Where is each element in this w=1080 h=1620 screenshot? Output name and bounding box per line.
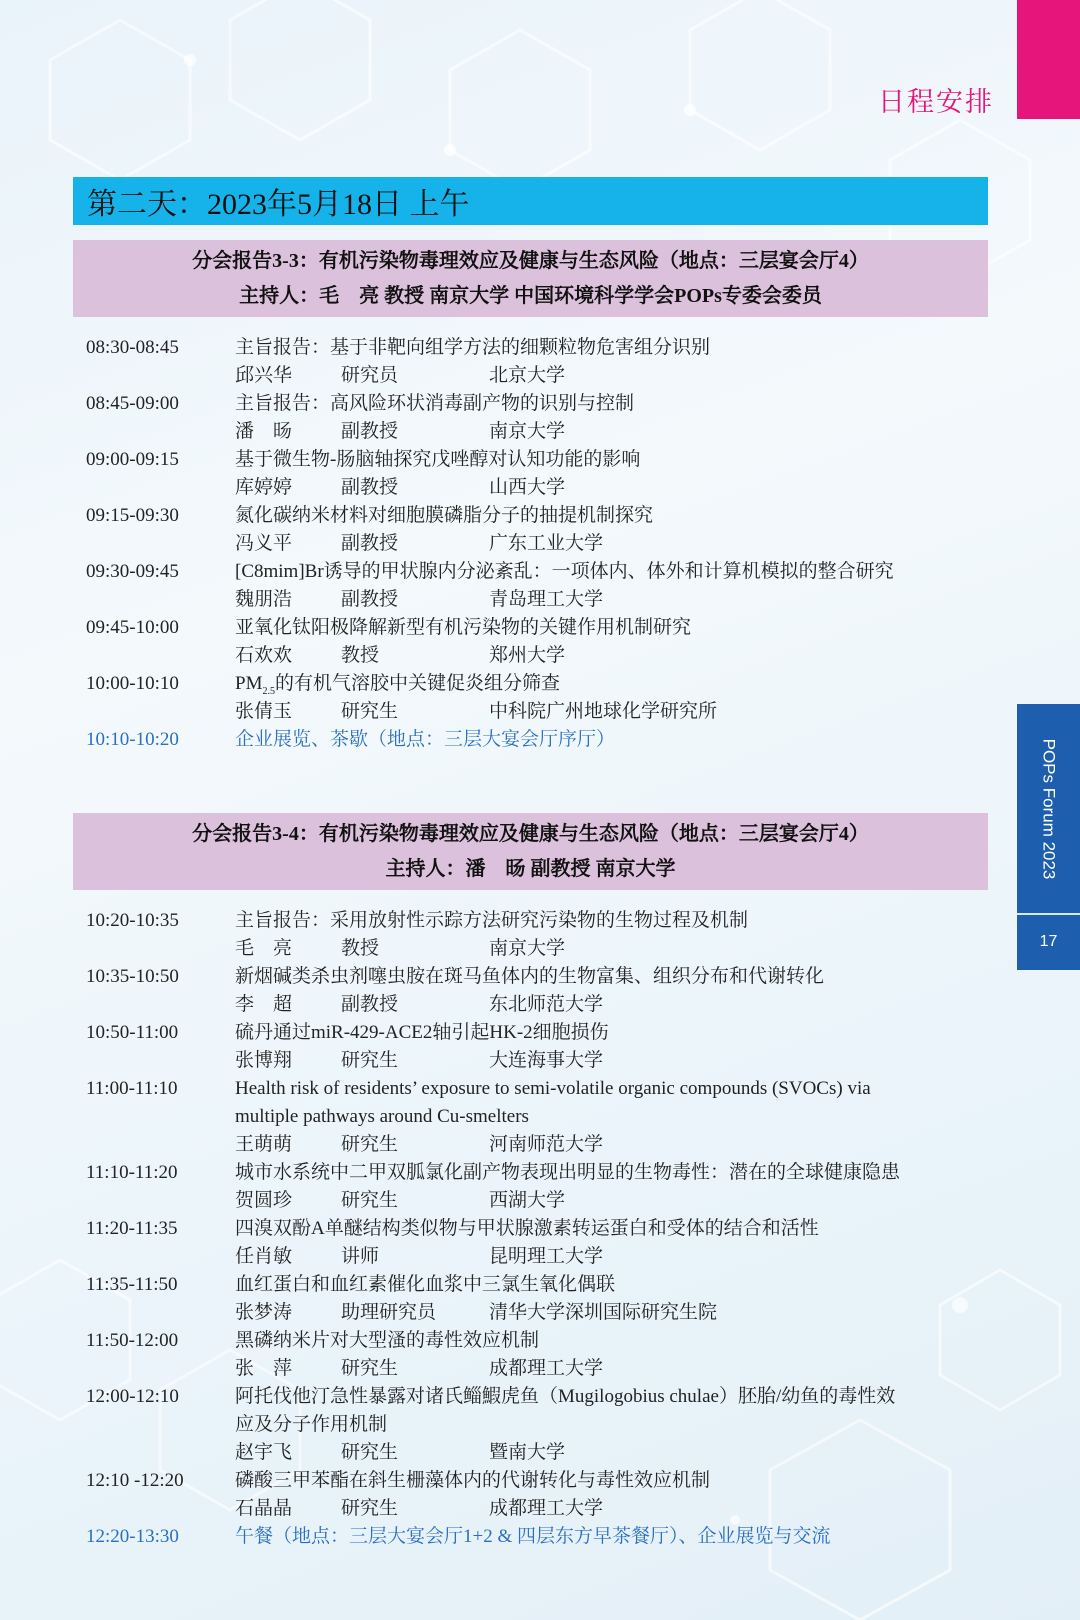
speaker-org: 南京大学 [489, 938, 566, 959]
talk-title: 主旨报告：高风险环状消毒副产物的识别与控制 [235, 393, 635, 414]
talk-row [86, 1215, 986, 1271]
speaker-org: 大连海事大学 [489, 1050, 604, 1071]
speaker-org: 清华大学深圳国际研究生院 [489, 1302, 718, 1323]
talk-title-continued: multiple pathways around Cu-smelters [235, 1106, 529, 1127]
speaker-name: 石晶晶 [235, 1498, 293, 1519]
talk-row [86, 1159, 986, 1215]
speaker-org: 昆明理工大学 [489, 1246, 604, 1267]
speaker-name: 石欢欢 [235, 645, 293, 666]
speaker-role: 研究生 [341, 1498, 399, 1519]
talk-time: 11:50-12:00 [86, 1330, 179, 1351]
talk-title: 硫丹通过miR-429-ACE2轴引起HK-2细胞损伤 [235, 1022, 609, 1043]
speaker-name: 张 萍 [235, 1358, 293, 1379]
day-title: 第二天：2023年5月18日 上午 [87, 188, 470, 221]
speaker-role: 讲师 [341, 1246, 380, 1267]
speaker-org: 成都理工大学 [489, 1498, 604, 1519]
speaker-name: 贺圆珍 [235, 1190, 293, 1211]
talk-title: 磷酸三甲苯酯在斜生栅藻体内的代谢转化与毒性效应机制 [235, 1470, 711, 1491]
session-host: 主持人：毛 亮 教授 南京大学 中国环境科学学会POPs专委会委员 [239, 284, 822, 307]
corner-accent-tab [1017, 0, 1080, 119]
speaker-name: 王萌萌 [235, 1134, 293, 1155]
talk-title: 氮化碳纳米材料对细胞膜磷脂分子的抽提机制探究 [235, 505, 654, 526]
break-time: 10:10-10:20 [86, 729, 179, 750]
speaker-role: 研究生 [341, 1358, 399, 1379]
talk-row [86, 1271, 986, 1327]
speaker-name: 李 超 [235, 994, 293, 1015]
talk-time: 09:15-09:30 [86, 505, 179, 526]
talk-title-pm: PM [235, 673, 263, 694]
break-text: 午餐（地点：三层大宴会厅1+2 & 四层东方早茶餐厅）、企业展览与交流 [235, 1526, 831, 1547]
talk-title: 主旨报告：采用放射性示踪方法研究污染物的生物过程及机制 [235, 910, 749, 931]
talk-title: Health risk of residents’ exposure to semi-volatile organic compounds (SVOCs) via [235, 1078, 871, 1099]
speaker-role: 教授 [341, 645, 380, 666]
talk-title-subscript: 2.5 [262, 685, 275, 697]
talk-time: 11:10-11:20 [86, 1162, 178, 1183]
speaker-org: 山西大学 [489, 477, 566, 498]
break-row [86, 726, 986, 754]
talk-title: 基于微生物-肠脑轴探究戊唑醇对认知功能的影响 [235, 449, 641, 470]
speaker-org: 郑州大学 [489, 645, 566, 666]
session-3-4-schedule [86, 907, 986, 1551]
speaker-name: 魏朋浩 [235, 589, 293, 610]
break-row [86, 1523, 986, 1551]
speaker-role: 副教授 [341, 994, 399, 1015]
speaker-role: 研究生 [341, 1442, 399, 1463]
talk-row [86, 963, 986, 1019]
talk-title: 血红蛋白和血红素催化血浆中三氯生氧化偶联 [235, 1274, 616, 1295]
speaker-org: 广东工业大学 [489, 533, 604, 554]
talk-row [86, 502, 986, 558]
talk-time: 10:20-10:35 [86, 910, 179, 931]
session-host: 主持人：潘 旸 副教授 南京大学 [385, 857, 676, 880]
talk-time: 10:00-10:10 [86, 673, 179, 694]
day-title-bar [73, 177, 988, 225]
speaker-org: 南京大学 [489, 421, 566, 442]
sidebar-tab [1017, 704, 1080, 970]
speaker-org: 成都理工大学 [489, 1358, 604, 1379]
talk-title: 主旨报告：基于非靶向组学方法的细颗粒物危害组分识别 [235, 337, 711, 358]
session-title: 分会报告3-3：有机污染物毒理效应及健康与生态风险（地点：三层宴会厅4） [192, 249, 869, 272]
speaker-org: 暨南大学 [489, 1442, 566, 1463]
talk-row [86, 446, 986, 502]
page-header-title: 日程安排 [878, 87, 994, 118]
talk-time: 11:00-11:10 [86, 1078, 178, 1099]
talk-title: 城市水系统中二甲双胍氯化副产物表现出明显的生物毒性：潜在的全球健康隐患 [235, 1162, 901, 1183]
speaker-org: 中科院广州地球化学研究所 [489, 701, 718, 722]
talk-title-rest: 的有机气溶胶中关键促炎组分筛查 [274, 673, 560, 694]
speaker-role: 研究生 [341, 1190, 399, 1211]
speaker-role: 副教授 [341, 477, 399, 498]
speaker-org: 河南师范大学 [489, 1134, 604, 1155]
sidebar-forum-label: POPs Forum 2023 [1039, 738, 1059, 879]
talk-row [86, 670, 986, 726]
break-time: 12:20-13:30 [86, 1526, 179, 1547]
talk-time: 09:00-09:15 [86, 449, 179, 470]
talk-time: 08:30-08:45 [86, 337, 179, 358]
page-number: 17 [1039, 933, 1058, 950]
speaker-role: 教授 [341, 938, 380, 959]
speaker-org: 青岛理工大学 [489, 589, 604, 610]
speaker-name: 库婷婷 [235, 477, 293, 498]
talk-time: 12:00-12:10 [86, 1386, 179, 1407]
talk-title: 黑磷纳米片对大型溞的毒性效应机制 [235, 1330, 540, 1351]
talk-row [86, 390, 986, 446]
speaker-org: 北京大学 [489, 365, 566, 386]
talk-title: 四溴双酚A单醚结构类似物与甲状腺激素转运蛋白和受体的结合和活性 [235, 1218, 819, 1239]
sidebar-divider [1017, 913, 1080, 915]
sidebar-forum-label-box [1017, 704, 1080, 913]
talk-row [86, 1075, 986, 1159]
talk-title: 阿托伐他汀急性暴露对诸氏鲻鰕虎鱼（Mugilogobius chulae）胚胎/幼鱼的毒性效 [235, 1386, 896, 1407]
talk-time: 09:30-09:45 [86, 561, 179, 582]
talk-row [86, 1327, 986, 1383]
talk-time: 11:20-11:35 [86, 1218, 178, 1239]
speaker-org: 东北师范大学 [489, 994, 604, 1015]
speaker-role: 研究生 [341, 701, 399, 722]
speaker-name: 冯义平 [235, 533, 293, 554]
speaker-name: 张博翔 [235, 1050, 293, 1071]
talk-row [86, 907, 986, 963]
talk-time: 10:50-11:00 [86, 1022, 179, 1043]
speaker-name: 张梦涛 [235, 1302, 293, 1323]
talk-row [86, 1019, 986, 1075]
speaker-name: 邱兴华 [235, 365, 293, 386]
speaker-role: 助理研究员 [341, 1302, 437, 1323]
session-header-3-4 [73, 813, 988, 890]
speaker-role: 研究生 [341, 1050, 399, 1071]
talk-time: 09:45-10:00 [86, 617, 179, 638]
talk-title: 新烟碱类杀虫剂噻虫胺在斑马鱼体内的生物富集、组织分布和代谢转化 [235, 966, 825, 987]
talk-time: 11:35-11:50 [86, 1274, 178, 1295]
session-3-3-schedule [86, 334, 986, 754]
talk-title: [C8mim]Br诱导的甲状腺内分泌紊乱：一项体内、体外和计算机模拟的整合研究 [235, 561, 894, 582]
talk-row [86, 614, 986, 670]
speaker-role: 研究生 [341, 1134, 399, 1155]
talk-time: 08:45-09:00 [86, 393, 179, 414]
speaker-role: 副教授 [341, 533, 399, 554]
speaker-role: 副教授 [341, 421, 399, 442]
talk-title: 亚氧化钛阳极降解新型有机污染物的关键作用机制研究 [235, 617, 692, 638]
speaker-name: 张倩玉 [235, 701, 293, 722]
talk-row [86, 1467, 986, 1523]
talk-time: 10:35-10:50 [86, 966, 179, 987]
speaker-role: 副教授 [341, 589, 399, 610]
talk-row [86, 334, 986, 390]
session-header-3-3 [73, 240, 988, 317]
speaker-name: 潘 旸 [235, 421, 293, 442]
speaker-name: 任肖敏 [235, 1246, 293, 1267]
speaker-name: 毛 亮 [235, 938, 293, 959]
speaker-name: 赵宇飞 [235, 1442, 293, 1463]
break-text: 企业展览、茶歇（地点：三层大宴会厅序厅） [235, 729, 616, 750]
speaker-role: 研究员 [341, 365, 399, 386]
talk-time: 12:10 -12:20 [86, 1470, 184, 1491]
session-title: 分会报告3-4：有机污染物毒理效应及健康与生态风险（地点：三层宴会厅4） [192, 822, 869, 845]
talk-row [86, 558, 986, 614]
talk-title [235, 670, 986, 698]
talk-row [86, 1383, 986, 1467]
speaker-org: 西湖大学 [489, 1190, 566, 1211]
talk-title-continued: 应及分子作用机制 [235, 1414, 388, 1435]
